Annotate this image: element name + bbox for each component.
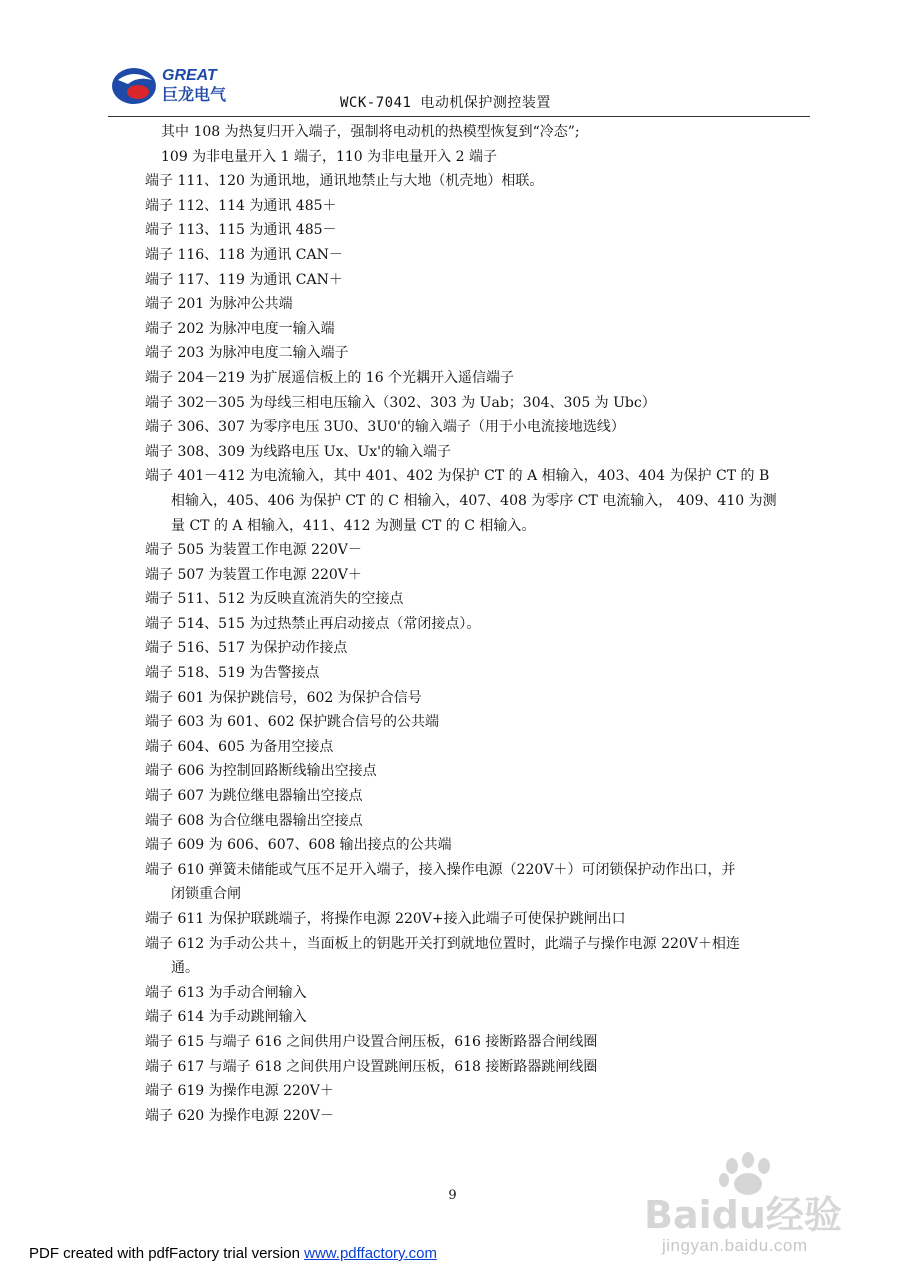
footer-link[interactable]: www.pdffactory.com bbox=[304, 1245, 437, 1262]
text-line: 端子 113、115 为通讯 485－ bbox=[145, 222, 337, 239]
text-line: 端子 202 为脉冲电度一输入端 bbox=[145, 320, 335, 337]
text-line: 端子 617 与端子 618 之间供用户设置跳闸压板，618 接断路器跳闸线圈 bbox=[145, 1058, 598, 1075]
text-line: 端子 116、118 为通讯 CAN－ bbox=[145, 246, 343, 263]
text-line: 端子 609 为 606、607、608 输出接点的公共端 bbox=[145, 837, 452, 854]
text-line: 端子 203 为脉冲电度二输入端子 bbox=[145, 345, 349, 362]
text-line: 端子 505 为装置工作电源 220V－ bbox=[145, 542, 362, 559]
text-line: 端子 603 为 601、602 保护跳合信号的公共端 bbox=[145, 714, 439, 731]
text-line: 闭锁重合闸 bbox=[171, 886, 241, 903]
text-line: 端子 610 弹簧未储能或气压不足开入端子，接入操作电源（220V＋）可闭锁保护动作出口，并 bbox=[145, 861, 736, 878]
text-line: 端子 614 为手动跳闸输入 bbox=[145, 1009, 307, 1026]
text-line: 端子 620 为操作电源 220V－ bbox=[145, 1107, 334, 1124]
text-line: 端子 601 为保护跳信号，602 为保护合信号 bbox=[145, 689, 422, 706]
text-line: 端子 516、517 为保护动作接点 bbox=[145, 640, 348, 657]
text-line: 端子 204－219 为扩展遥信板上的 16 个光耦开入遥信端子 bbox=[145, 369, 515, 386]
text-line: 量 CT 的 A 相输入，411、412 为测量 CT 的 C 相输入。 bbox=[171, 517, 536, 534]
text-line: 端子 612 为手动公共＋，当面板上的钥匙开关打到就地位置时，此端子与操作电源 220V＋相连 bbox=[145, 935, 740, 952]
text-line: 端子 518、519 为告警接点 bbox=[145, 665, 320, 682]
baidu-watermark bbox=[640, 1148, 880, 1268]
text-line: 端子 613 为手动合闸输入 bbox=[145, 984, 307, 1001]
watermark-brand: Baidu经验 bbox=[644, 1193, 842, 1237]
text-line: 端子 604、605 为备用空接点 bbox=[145, 738, 334, 755]
baidu-paw-icon bbox=[640, 1148, 880, 1238]
logo-text-cn: 巨龙电气 bbox=[162, 85, 227, 104]
text-line: 端子 611 为保护联跳端子，将操作电源 220V+接入此端子可使保护跳闸出口 bbox=[145, 911, 626, 927]
text-line: 通。 bbox=[171, 960, 199, 977]
footer-text: PDF created with pdfFactory trial version bbox=[29, 1245, 305, 1262]
text-line: 端子 507 为装置工作电源 220V＋ bbox=[145, 566, 362, 583]
page-number: 9 bbox=[448, 1188, 457, 1203]
text-line: 端子 607 为跳位继电器输出空接点 bbox=[145, 788, 363, 805]
text-line: 端子 619 为操作电源 220V＋ bbox=[145, 1083, 334, 1100]
text-line: 端子 201 为脉冲公共端 bbox=[145, 296, 293, 313]
text-line: 端子 401－412 为电流输入，其中 401、402 为保护 CT 的 A 相输入，403、404 为保护 CT 的 B bbox=[145, 468, 770, 485]
text-line: 端子 606 为控制回路断线输出空接点 bbox=[145, 763, 377, 780]
text-line: 端子 608 为合位继电器输出空接点 bbox=[145, 812, 363, 829]
text-line: 端子 117、119 为通讯 CAN＋ bbox=[145, 271, 343, 288]
watermark-url: jingyan.baidu.com bbox=[662, 1236, 808, 1255]
text-line: 端子 111、120 为通讯地，通讯地禁止与大地（机壳地）相联。 bbox=[145, 173, 544, 190]
text-line: 端子 306、307 为零序电压 3U0、3U0'的输入端子（用于小电流接地选线） bbox=[145, 419, 625, 436]
text-line: 端子 615 与端子 616 之间供用户设置合闸压板，616 接断路器合闸线圈 bbox=[145, 1033, 598, 1050]
text-line: 端子 112、114 为通讯 485＋ bbox=[145, 197, 337, 214]
pdf-footer bbox=[29, 1245, 437, 1262]
text-line: 端子 511、512 为反映直流消失的空接点 bbox=[145, 591, 404, 608]
text-line: 端子 302－305 为母线三相电压输入（302、303 为 Uab；304、305 为 Ubc） bbox=[145, 394, 656, 411]
logo-text-en: GREAT bbox=[162, 67, 217, 84]
document-body bbox=[145, 120, 810, 1128]
text-line: 其中 108 为热复归开入端子，强制将电动机的热模型恢复到“冷态”; bbox=[161, 124, 580, 140]
page-header bbox=[108, 58, 810, 117]
company-logo bbox=[108, 60, 238, 110]
text-line: 端子 308、309 为线路电压 Ux、Ux'的输入端子 bbox=[145, 443, 452, 460]
text-line: 端子 514、515 为过热禁止再启动接点（常闭接点）。 bbox=[145, 615, 481, 632]
text-line: 109 为非电量开入 1 端子，110 为非电量开入 2 端子 bbox=[161, 148, 497, 165]
text-line: 相输入，405、406 为保护 CT 的 C 相输入，407、408 为零序 CT 电流输入， 409、410 为测 bbox=[171, 492, 777, 509]
document-title: WCK-7041 电动机保护测控装置 bbox=[340, 95, 551, 111]
